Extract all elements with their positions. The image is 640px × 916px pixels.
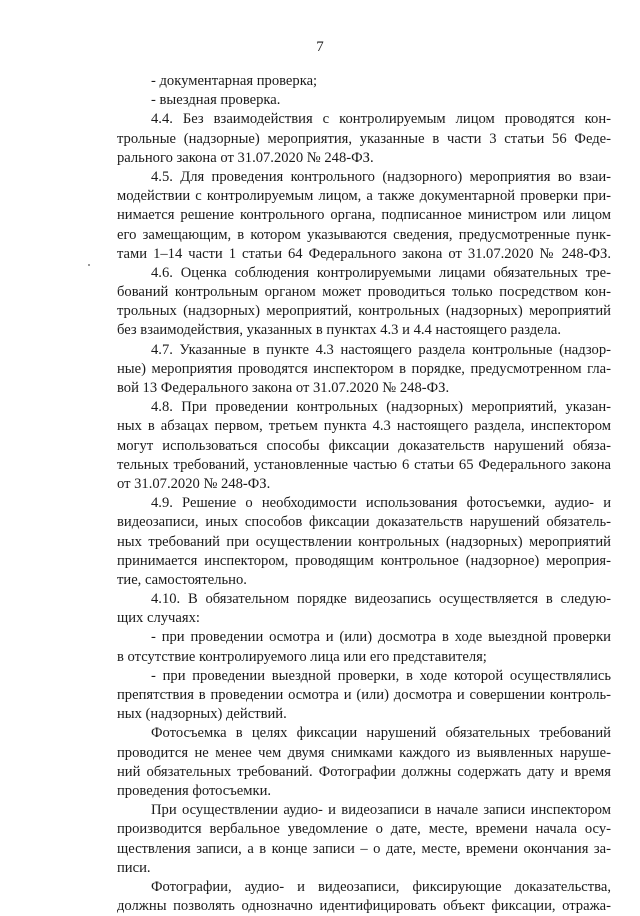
text-line: рального закона от 31.07.2020 № 248-ФЗ. xyxy=(117,149,374,166)
text-line: 4.9. Решение о необходимости использования фотосъемки, аудио- и xyxy=(151,495,611,512)
paragraph xyxy=(117,168,611,264)
text-line: препятствия в проведении осмотра и (или) досмотра и совершении контроль- xyxy=(117,687,611,703)
text-line: 4.7. Указанные в пункте 4.3 настоящего раздела контрольные (надзор- xyxy=(151,341,611,358)
paragraph xyxy=(117,494,611,590)
text-line: в отсутствие контролируемого лица или его представителя; xyxy=(117,648,487,665)
text-line: писи. xyxy=(117,859,151,876)
text-line: от 31.07.2020 № 248-ФЗ. xyxy=(117,475,271,492)
text-line: тами 1–14 части 1 статьи 64 Федерального закона от 31.07.2020 № 248-ФЗ. xyxy=(117,245,611,262)
text-line: тие, самостоятельно. xyxy=(117,571,247,588)
text-line: ных (надзорных) действий. xyxy=(117,706,287,723)
text-line: При осуществлении аудио- и видеозаписи в начале записи инспектором xyxy=(151,802,611,819)
text-line: тельных требований, установленные частью 6 статьи 65 Федерального закона xyxy=(117,456,611,473)
text-line: Фотографии, аудио- и видеозаписи, фиксирующие доказательства, xyxy=(151,878,611,895)
text-line: проведения фотосъемки. xyxy=(117,782,272,799)
text-line: - документарная проверка; xyxy=(151,73,318,89)
text-line: 4.10. В обязательном порядке видеозапись осуществляется в следую- xyxy=(151,591,611,608)
paragraph xyxy=(117,341,611,399)
text-line: ных в абзацах первом, третьем пункта 4.3 настоящего раздела, инспектором xyxy=(117,418,611,435)
paragraph xyxy=(117,72,611,110)
paragraph xyxy=(117,110,611,168)
text-line: - при проведении осмотра и (или) досмотра в ходе выездной проверки xyxy=(151,629,611,646)
paragraph xyxy=(117,878,611,916)
text-line: - при проведении выездной проверки, в ходе которой осуществлялись xyxy=(151,667,611,684)
text-line: вой 13 Федерального закона от 31.07.2020 № 248-ФЗ. xyxy=(117,380,450,396)
text-line: Фотосъемка в целях фиксации нарушений обязательных требований xyxy=(151,725,611,742)
paragraph xyxy=(117,264,611,341)
text-line: видеозаписи, иных способов фиксации доказательств нарушений обязатель- xyxy=(117,514,611,531)
scan-speck xyxy=(88,264,90,266)
paragraph xyxy=(117,398,611,494)
document-body xyxy=(117,72,611,916)
text-line: принимается инспектором, проводящим контрольное (надзорное) мероприя- xyxy=(117,552,611,569)
text-line: 4.5. Для проведения контрольного (надзорного) мероприятия во взаи- xyxy=(151,168,611,185)
paragraph xyxy=(117,590,611,724)
text-line: без взаимодействия, указанных в пунктах 4.3 и 4.4 настоящего раздела. xyxy=(117,322,562,339)
text-line: ний обязательных требований. Фотографии должны содержать дату и время xyxy=(117,763,611,780)
text-line: ществления записи, а в конце записи – о дате, месте, времени окончания за- xyxy=(117,840,611,857)
page-number: 7 xyxy=(316,39,324,55)
text-line: 4.4. Без взаимодействия с контролируемым лицом проводятся кон- xyxy=(151,111,611,128)
text-line: производится вербальное уведомление о дате, месте, времени начала осу- xyxy=(117,821,611,838)
text-line: 4.8. При проведении контрольных (надзорных) мероприятий, указан- xyxy=(151,399,611,416)
text-line: - выездная проверка. xyxy=(151,92,281,109)
text-line: ных требований при осуществлении контрольных (надзорных) мероприятий xyxy=(117,533,611,550)
text-line: нимается решение контрольного органа, подписанное министром или лицом xyxy=(117,207,611,224)
text-line: ные) мероприятия проводятся инспектором в порядке, предусмотренном гла- xyxy=(117,360,611,377)
text-line: проводится не менее чем двумя снимками каждого из выявленных наруше- xyxy=(117,744,611,761)
text-line: должны позволять однозначно идентифицировать объект фиксации, отража- xyxy=(117,898,611,915)
paragraph xyxy=(117,801,611,878)
text-line: могут использоваться способы фиксации доказательств нарушений обяза- xyxy=(117,437,611,454)
text-line: его замещающим, в котором указываются сведения, предусмотренные пунк- xyxy=(117,226,611,243)
text-line: 4.6. Оценка соблюдения контролируемыми лицами обязательных тре- xyxy=(151,264,611,281)
text-line: щих случаях: xyxy=(117,610,200,627)
text-line: трольные (надзорные) мероприятия, указанные в части 3 статьи 56 Феде- xyxy=(117,130,611,147)
text-line: трольных (надзорных) мероприятий, контрольных (надзорных) мероприятий xyxy=(117,303,611,320)
paragraph xyxy=(117,724,611,801)
text-line: бований контрольным органом может проводиться только посредством кон- xyxy=(117,284,611,301)
text-line: модействии с контролируемым лицом, а также документарной проверки при- xyxy=(117,188,611,205)
